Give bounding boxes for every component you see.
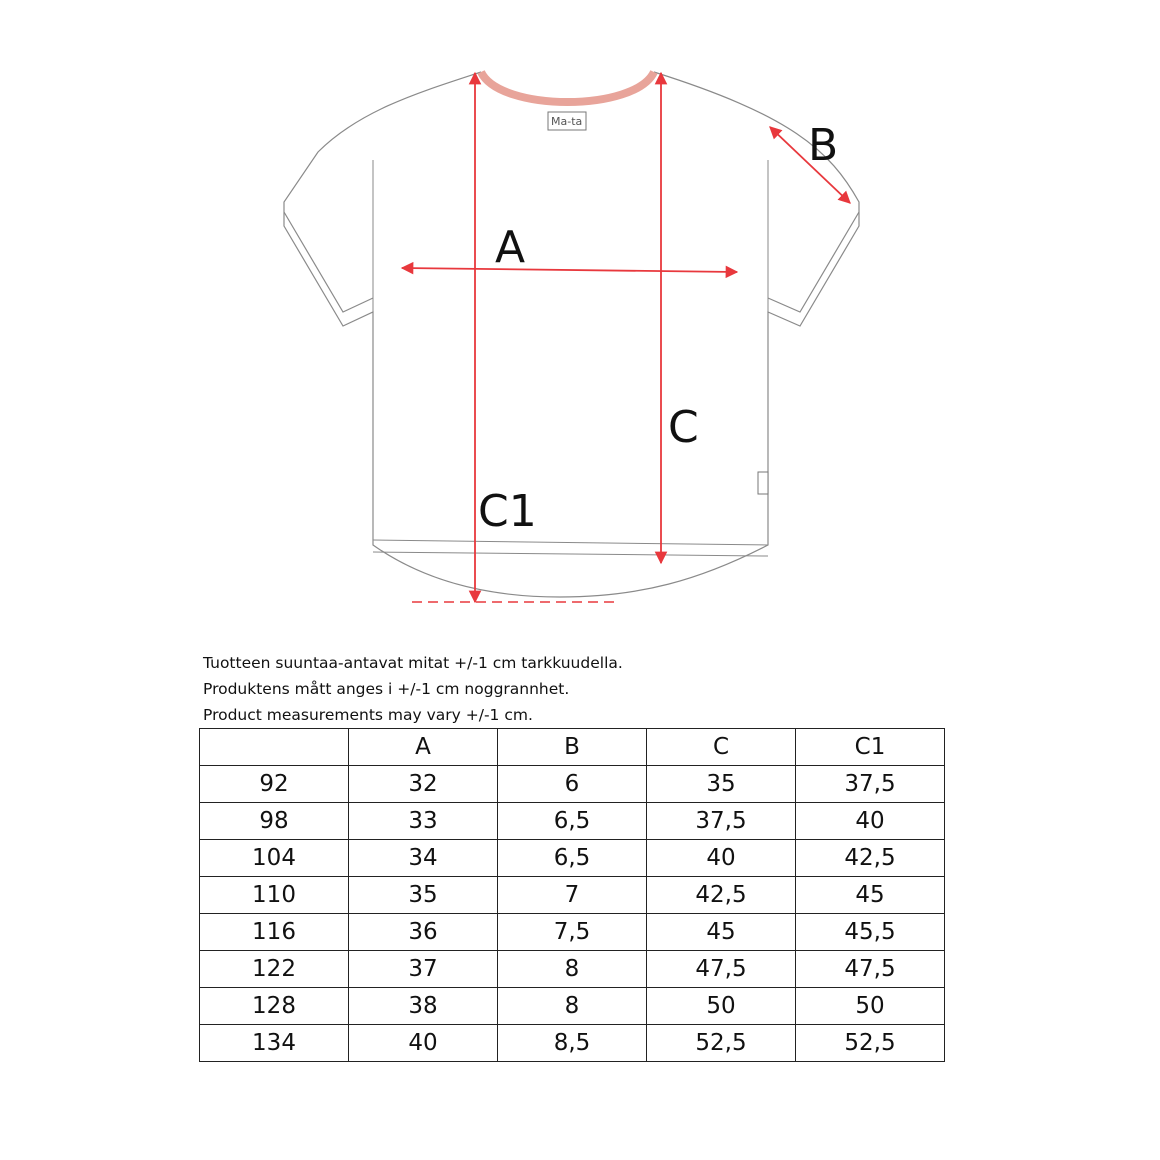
measurement-cell: 34 bbox=[349, 840, 498, 877]
measurement-cell: 36 bbox=[349, 914, 498, 951]
label-b: B bbox=[808, 120, 839, 171]
measurement-cell: 45,5 bbox=[796, 914, 945, 951]
measurement-cell: 6,5 bbox=[498, 840, 647, 877]
measurement-cell: 33 bbox=[349, 803, 498, 840]
neck-label-logo bbox=[548, 112, 586, 130]
measurement-cell: 37,5 bbox=[796, 766, 945, 803]
measurement-cell: 37,5 bbox=[647, 803, 796, 840]
measurement-cell: 8 bbox=[498, 988, 647, 1025]
measurement-cell: 45 bbox=[796, 877, 945, 914]
table-row bbox=[200, 840, 945, 877]
measurement-cell: 40 bbox=[647, 840, 796, 877]
measurement-cell: 42,5 bbox=[647, 877, 796, 914]
table-row bbox=[200, 766, 945, 803]
measurement-cell: 52,5 bbox=[796, 1025, 945, 1062]
measurement-cell: 40 bbox=[796, 803, 945, 840]
note-english: Product measurements may vary +/-1 cm. bbox=[203, 706, 533, 724]
measurement-cell: 35 bbox=[349, 877, 498, 914]
measurement-cell: 7,5 bbox=[498, 914, 647, 951]
label-c1: C1 bbox=[478, 486, 537, 537]
measurement-cell: 52,5 bbox=[647, 1025, 796, 1062]
header-cell: B bbox=[498, 729, 647, 766]
size-cell: 104 bbox=[200, 840, 349, 877]
table-row bbox=[200, 803, 945, 840]
svg-text:Ma-ta: Ma-ta bbox=[551, 115, 583, 128]
table-row bbox=[200, 988, 945, 1025]
size-cell: 110 bbox=[200, 877, 349, 914]
label-a: A bbox=[495, 222, 526, 273]
table-row bbox=[200, 914, 945, 951]
label-c: C bbox=[668, 402, 699, 453]
note-swedish: Produktens mått anges i +/-1 cm noggrannhet. bbox=[203, 680, 570, 698]
table-row bbox=[200, 951, 945, 988]
measurement-cell: 7 bbox=[498, 877, 647, 914]
measurement-cell: 47,5 bbox=[796, 951, 945, 988]
measurement-cell: 38 bbox=[349, 988, 498, 1025]
measurement-cell: 8 bbox=[498, 951, 647, 988]
header-cell: A bbox=[349, 729, 498, 766]
measurement-cell: 50 bbox=[796, 988, 945, 1025]
side-tag-logo bbox=[758, 472, 768, 494]
header-cell: C1 bbox=[796, 729, 945, 766]
note-finnish: Tuotteen suuntaa-antavat mitat +/-1 cm tarkkuudella. bbox=[203, 654, 623, 672]
measurement-cell: 40 bbox=[349, 1025, 498, 1062]
size-cell: 128 bbox=[200, 988, 349, 1025]
measurement-cell: 42,5 bbox=[796, 840, 945, 877]
size-cell: 134 bbox=[200, 1025, 349, 1062]
size-cell: 116 bbox=[200, 914, 349, 951]
header-cell bbox=[200, 729, 349, 766]
measure-line-a bbox=[402, 268, 737, 272]
table-row bbox=[200, 877, 945, 914]
measurement-cell: 8,5 bbox=[498, 1025, 647, 1062]
size-cell: 98 bbox=[200, 803, 349, 840]
measurement-cell: 6,5 bbox=[498, 803, 647, 840]
header-cell: C bbox=[647, 729, 796, 766]
measurement-cell: 37 bbox=[349, 951, 498, 988]
measurement-cell: 47,5 bbox=[647, 951, 796, 988]
size-cell: 122 bbox=[200, 951, 349, 988]
measurement-cell: 50 bbox=[647, 988, 796, 1025]
measurement-cell: 6 bbox=[498, 766, 647, 803]
table-row bbox=[200, 1025, 945, 1062]
measurement-notes bbox=[203, 650, 623, 728]
size-cell: 92 bbox=[200, 766, 349, 803]
size-table bbox=[199, 728, 945, 1062]
table-header-row bbox=[200, 729, 945, 766]
tshirt-outline bbox=[284, 72, 859, 597]
measurement-cell: 45 bbox=[647, 914, 796, 951]
neck-trim bbox=[481, 72, 654, 102]
measurement-cell: 32 bbox=[349, 766, 498, 803]
measurement-cell: 35 bbox=[647, 766, 796, 803]
